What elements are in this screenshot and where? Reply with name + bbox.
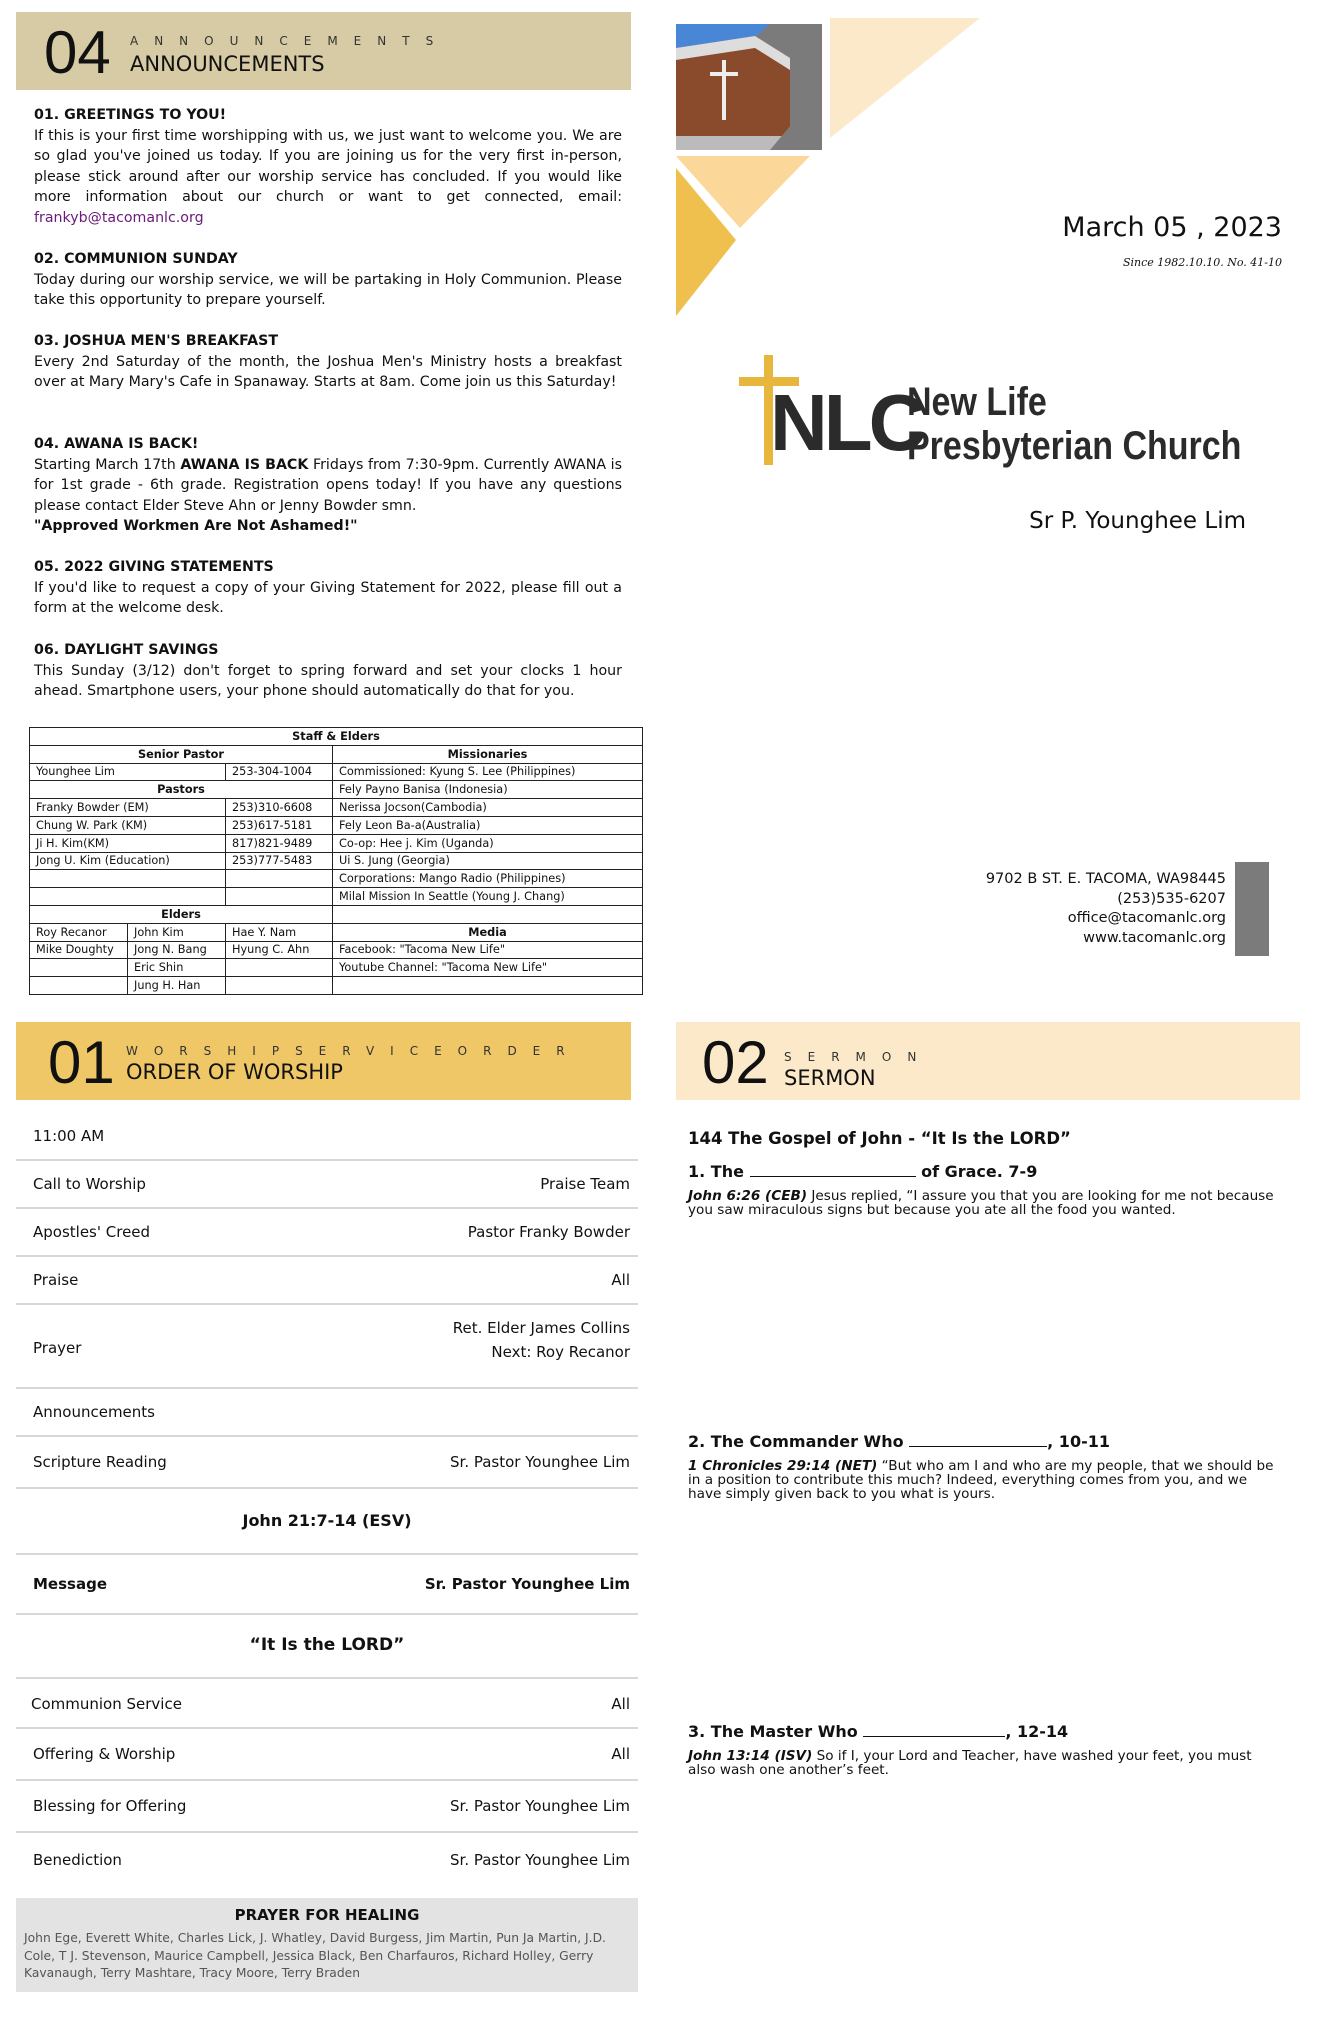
- worship-item: Call to Worship: [33, 1175, 146, 1193]
- announcements-spaced-title: ANNOUNCEMENTS: [130, 34, 450, 48]
- table-row: [30, 763, 643, 781]
- empty-cell: [30, 870, 226, 888]
- service-time-row: [16, 1113, 638, 1161]
- media-item: Youtube Channel: "Tacoma New Life": [333, 959, 643, 977]
- pastor-phone: 253)310-6608: [226, 799, 333, 817]
- media-item: [333, 977, 643, 995]
- worship-header: [16, 1022, 631, 1100]
- table-row: [30, 870, 643, 888]
- fill-in-blank[interactable]: [750, 1176, 916, 1177]
- missionary: Commissioned: Kyung S. Lee (Philippines): [333, 763, 643, 781]
- worship-leader: Sr. Pastor Younghee Lim: [424, 1575, 630, 1593]
- worship-row: [16, 1781, 638, 1833]
- announcement-5: [34, 557, 622, 619]
- staff-title: Staff & Elders: [30, 728, 643, 746]
- announcement-2: [34, 249, 622, 311]
- announcement-body: Starting March 17th: [34, 456, 181, 473]
- verse-text: So if I, your Lord and Teacher, have washed your feet, you must also wash one another’s feet.: [688, 1748, 1252, 1778]
- missionary: Fely Payno Banisa (Indonesia): [333, 781, 643, 799]
- sermon-spaced-title: SERMON: [784, 1050, 933, 1064]
- scripture-passage: John 21:7-14 (ESV): [242, 1511, 412, 1530]
- table-row: [30, 834, 643, 852]
- announcement-heading: 03. JOSHUA MEN'S BREAKFAST: [34, 333, 279, 349]
- elder-name: [30, 959, 128, 977]
- announcement-heading: 01. GREETINGS TO YOU!: [34, 107, 227, 123]
- elder-name: Roy Recanor: [30, 923, 128, 941]
- senior-pastor-phone: 253-304-1004: [226, 763, 333, 781]
- table-row: [30, 852, 643, 870]
- elder-name: [30, 977, 128, 995]
- staff-elders-table: [29, 727, 643, 995]
- worship-row: [16, 1679, 638, 1729]
- worship-number: 01: [48, 1029, 115, 1096]
- verse-reference: 1 Chronicles 29:14 (NET): [688, 1458, 878, 1474]
- pastor-name: Jong U. Kim (Education): [30, 852, 226, 870]
- elder-name: Jung H. Han: [128, 977, 226, 995]
- worship-item: Praise: [33, 1271, 79, 1289]
- announcement-3: [34, 331, 622, 393]
- worship-leader: All: [611, 1745, 630, 1763]
- worship-leader: Sr. Pastor Younghee Lim: [450, 1453, 630, 1471]
- missionary: Milal Mission In Seattle (Young J. Chang): [333, 888, 643, 906]
- table-row: [30, 888, 643, 906]
- announcement-4: [34, 434, 622, 537]
- worship-leader: Sr. Pastor Younghee Lim: [450, 1797, 630, 1815]
- elder-name: Hae Y. Nam: [226, 923, 333, 941]
- scripture-row: [16, 1489, 638, 1555]
- missionary: Corporations: Mango Radio (Philippines): [333, 870, 643, 888]
- worship-item: Offering & Worship: [33, 1745, 176, 1763]
- elder-name: [226, 977, 333, 995]
- elder-name: [226, 959, 333, 977]
- fill-in-blank[interactable]: [863, 1736, 1005, 1737]
- since-line: Since 1982.10.10. No. 41-10: [1122, 256, 1282, 269]
- worship-leader: Ret. Elder James Collins: [452, 1319, 630, 1337]
- pastor-phone: 253)777-5483: [226, 852, 333, 870]
- email-link[interactable]: frankyb@tacomanlc.org: [34, 209, 204, 226]
- worship-item: Blessing for Offering: [33, 1797, 187, 1815]
- table-row: [30, 959, 643, 977]
- worship-item: Prayer: [33, 1339, 82, 1357]
- worship-item: Message: [33, 1575, 107, 1593]
- media-item: Facebook: "Tacoma New Life": [333, 941, 643, 959]
- table-row: [30, 781, 643, 799]
- announcement-body: This Sunday (3/12) don't forget to spring forward and set your clocks 1 hour ahead. Smartphone users, your phone should automatically do that for you.: [34, 662, 622, 699]
- sermon-point-1: [688, 1162, 1280, 1217]
- worship-spaced-title: WORSHIPSERVICEORDER: [126, 1044, 581, 1058]
- elder-name: Mike Doughty: [30, 941, 128, 959]
- sermon-header: [676, 1022, 1300, 1100]
- announcement-heading: 02. COMMUNION SUNDAY: [34, 251, 238, 267]
- announcement-body-cont: Fridays from 7:30-9pm. Currently AWANA is for 1st grade - 6th grade. Registration opens today! If you have any questions please contact Elder Steve Ahn or Jenny Bowder smn.: [34, 456, 623, 514]
- sermon-title: “It Is the LORD”: [249, 1635, 405, 1655]
- worship-item: Communion Service: [31, 1695, 182, 1713]
- table-row: [30, 905, 643, 923]
- pastor-name: Franky Bowder (EM): [30, 799, 226, 817]
- sermon-point-3: [688, 1722, 1280, 1777]
- empty-cell: [333, 905, 643, 923]
- announcement-body: If this is your first time worshipping with us, we just want to welcome you. We are so glad you've joined us today. If you are joining us for the very first in-person, please stick around after our worship service has concluded. If you would like more information about our church or want to get connected, email:: [34, 127, 622, 205]
- verse-text: “But who am I and who are my people, that we should be in a position to contribute this much? Indeed, everything comes from you, and we have simply given back to you what is yours.: [688, 1458, 1274, 1502]
- worship-leader: Sr. Pastor Younghee Lim: [450, 1851, 630, 1869]
- worship-row: [16, 1305, 638, 1389]
- worship-row: [16, 1389, 638, 1437]
- point-prefix: 3. The Master Who: [688, 1722, 858, 1741]
- worship-row: [16, 1729, 638, 1781]
- announcement-motto: "Approved Workmen Are Not Ashamed!": [34, 518, 358, 534]
- worship-item: Apostles' Creed: [33, 1223, 151, 1241]
- worship-item: Scripture Reading: [33, 1453, 167, 1471]
- worship-leader: Praise Team: [540, 1175, 630, 1193]
- missionaries-label: Missionaries: [333, 745, 643, 763]
- pastor-phone: 253)617-5181: [226, 816, 333, 834]
- gray-bar: [1235, 862, 1269, 956]
- worship-leader: Pastor Franky Bowder: [467, 1223, 630, 1241]
- worship-leader-next: Next: Roy Recanor: [491, 1343, 630, 1361]
- worship-row: [16, 1161, 638, 1209]
- sermon-point-2: [688, 1432, 1280, 1501]
- elder-name: Eric Shin: [128, 959, 226, 977]
- sermon-heading: 144 The Gospel of John - “It Is the LORD”: [688, 1129, 1071, 1148]
- website-link[interactable]: www.tacomanlc.org: [1083, 929, 1226, 946]
- service-time: 11:00 AM: [33, 1127, 105, 1145]
- pastors-label: Pastors: [30, 781, 333, 799]
- address: 9702 B ST. E. TACOMA, WA98445: [985, 871, 1226, 887]
- worship-row: [16, 1257, 638, 1305]
- announcement-1: [34, 105, 622, 228]
- sermon-title-header: SERMON: [784, 1066, 876, 1090]
- table-row: [30, 977, 643, 995]
- worship-row: [16, 1833, 638, 1883]
- announcements-number: 04: [44, 19, 111, 86]
- fill-in-blank[interactable]: [909, 1446, 1047, 1447]
- table-row: [30, 728, 643, 746]
- worship-item: Benediction: [33, 1851, 122, 1869]
- senior-pastor-name: Younghee Lim: [30, 763, 226, 781]
- healing-names: John Ege, Everett White, Charles Lick, J. Whatley, David Burgess, Jim Martin, Pun Ja Martin, J.D. Cole, T J. Stevenson, Maurice Campbell, Jessica Black, Ben Charfauros, Richard Holley, Gerry Kavanaugh, Terry Mashtare, Tracy Moore, Terry Braden: [24, 1931, 606, 1980]
- worship-title: ORDER OF WORSHIP: [126, 1060, 343, 1084]
- missionary: Co-op: Hee j. Kim (Uganda): [333, 834, 643, 852]
- phone: (253)535-6207: [1117, 890, 1226, 907]
- announcement-heading: 04. AWANA IS BACK!: [34, 436, 199, 452]
- announcements-header: [16, 12, 631, 90]
- missionary: Nerissa Jocson(Cambodia): [333, 799, 643, 817]
- healing-title: PRAYER FOR HEALING: [234, 1906, 420, 1924]
- sermon-title-row: [16, 1615, 638, 1679]
- announcement-body: Every 2nd Saturday of the month, the Joshua Men's Ministry hosts a breakfast over at Mary Mary's Cafe in Spanaway. Starts at 8am. Come join us this Saturday!: [34, 353, 622, 390]
- announcement-body: Today during our worship service, we will be partaking in Holy Communion. Please take this opportunity to prepare yourself.: [34, 271, 622, 308]
- empty-cell: [30, 888, 226, 906]
- church-name-line1: New Life: [907, 380, 1047, 424]
- elder-name: Jong N. Bang: [128, 941, 226, 959]
- prayer-for-healing: [16, 1898, 638, 1992]
- pastor-name: Ji H. Kim(KM): [30, 834, 226, 852]
- pastor-name: Chung W. Park (KM): [30, 816, 226, 834]
- media-label: Media: [333, 923, 643, 941]
- table-row: [30, 745, 643, 763]
- table-row: [30, 941, 643, 959]
- empty-cell: [226, 888, 333, 906]
- elders-label: Elders: [30, 905, 333, 923]
- point-suffix: , 12-14: [1005, 1722, 1069, 1741]
- cream-triangle: [830, 18, 980, 138]
- verse-reference: John 6:26 (CEB): [688, 1188, 808, 1204]
- announcements-title: ANNOUNCEMENTS: [130, 52, 325, 76]
- table-row: [30, 923, 643, 941]
- verse-text: Jesus replied, “I assure you that you are looking for me not because you saw miraculous signs but because you ate all the food you wanted.: [688, 1188, 1274, 1218]
- worship-row: [16, 1209, 638, 1257]
- missionary: Ui S. Jung (Georgia): [333, 852, 643, 870]
- empty-cell: [226, 870, 333, 888]
- point-suffix: , 10-11: [1047, 1432, 1110, 1451]
- senior-pastor-label: Senior Pastor: [30, 745, 333, 763]
- sermon-number: 02: [702, 1029, 769, 1096]
- contact-block: [986, 870, 1226, 948]
- elder-name: John Kim: [128, 923, 226, 941]
- logo-text: NLC: [770, 378, 923, 467]
- senior-pastor-cover: Sr P. Younghee Lim: [1029, 508, 1246, 534]
- point-prefix: 1. The: [688, 1162, 744, 1181]
- worship-row: [16, 1555, 638, 1615]
- worship-row: [16, 1437, 638, 1489]
- worship-item: Announcements: [33, 1403, 155, 1421]
- point-prefix: 2. The Commander Who: [688, 1432, 904, 1451]
- announcement-heading: 05. 2022 GIVING STATEMENTS: [34, 559, 274, 575]
- missionary: Fely Leon Ba-a(Australia): [333, 816, 643, 834]
- church-name-line2: Presbyterian Church: [907, 424, 1242, 468]
- pastor-phone: 817)821-9489: [226, 834, 333, 852]
- email-link[interactable]: office@tacomanlc.org: [1067, 910, 1226, 926]
- worship-leader: All: [611, 1271, 630, 1289]
- service-date: March 05 , 2023: [1062, 212, 1282, 243]
- worship-leader: All: [611, 1695, 630, 1713]
- table-row: [30, 816, 643, 834]
- announcement-6: [34, 640, 622, 702]
- verse-reference: John 13:14 (ISV): [688, 1748, 813, 1764]
- table-row: [30, 799, 643, 817]
- cover-graphic: [670, 18, 990, 318]
- announcement-emphasis: AWANA IS BACK: [180, 456, 309, 473]
- point-suffix: of Grace. 7-9: [915, 1162, 1038, 1181]
- announcement-heading: 06. DAYLIGHT SAVINGS: [34, 642, 219, 658]
- elder-name: Hyung C. Ahn: [226, 941, 333, 959]
- announcement-body: If you'd like to request a copy of your Giving Statement for 2022, please fill out a form at the welcome desk.: [34, 579, 622, 616]
